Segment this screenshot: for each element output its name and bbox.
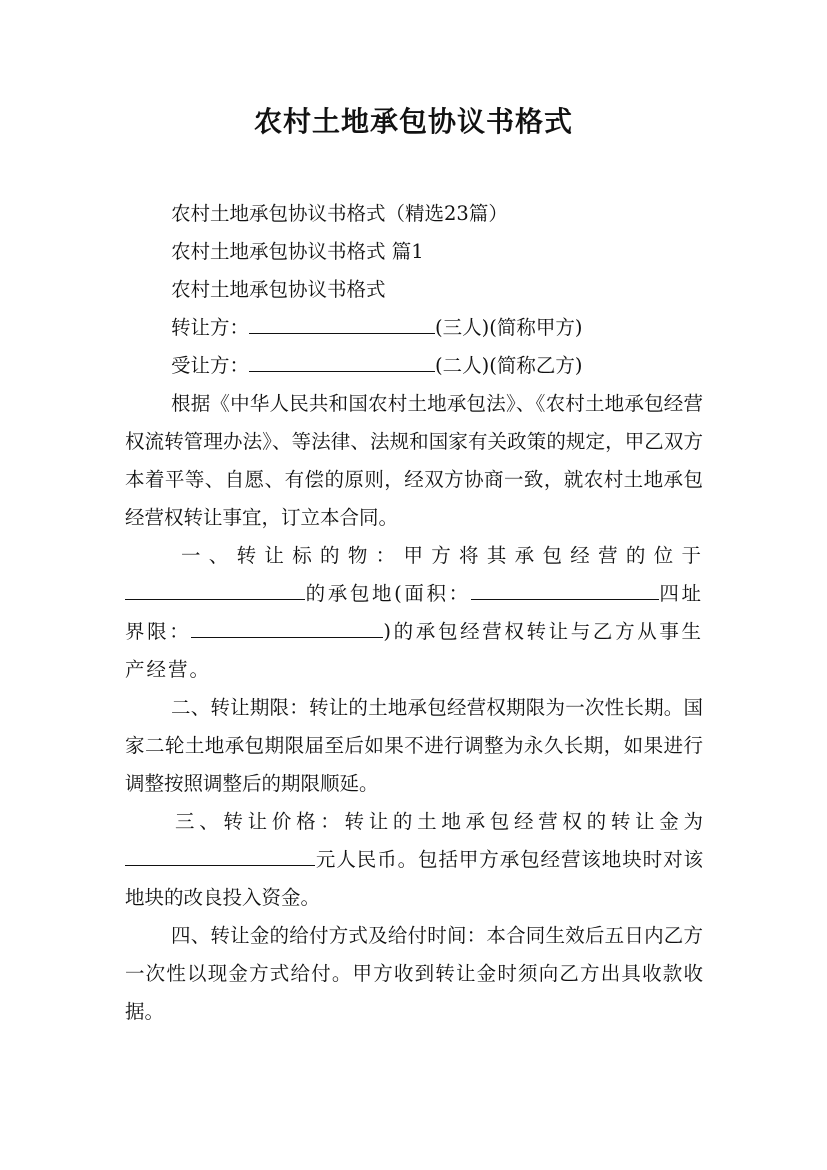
clause-4-paragraph: 四、转让金的给付方式及给付时间：本合同生效后五日内乙方一次性以现金方式给付。甲方收到转让金时须向乙方出具收款收据。 (125, 924, 703, 1023)
boundary-blank (191, 616, 383, 638)
document-subtitle: 农村土地承包协议书格式（精选23篇） (171, 202, 508, 225)
price-blank (125, 844, 315, 866)
party-a-blank (249, 312, 435, 334)
document-title: 农村土地承包协议书格式 (253, 105, 573, 138)
clause-2-paragraph: 二、转让期限：转让的土地承包经营权期限为一次性长期。国家二轮土地承包期限届至后如果不进行调整为永久长期，如果进行调整按照调整后的期限顺延。 (125, 696, 703, 795)
clause-1-text-b: 的承包地(面积： (305, 582, 471, 605)
party-b-line (125, 347, 703, 385)
clause-1-text-a: 一、转让标的物：甲方将其承包经营的位于 (181, 544, 703, 567)
preamble-paragraph: 根据《中华人民共和国农村土地承包法》、《农村土地承包经营权流转管理办法》、等法律、法规和国家有关政策的规定，甲乙双方本着平等、自愿、有偿的原则，经双方协商一致，就农村土地承包经营权转让事宜，订立本合同。 (125, 392, 703, 529)
clause-3-paragraph (125, 803, 703, 917)
party-b-suffix: (二人)(简称乙方) (435, 354, 583, 377)
section-heading: 农村土地承包协议书格式 (171, 278, 386, 301)
party-a-line (125, 309, 703, 347)
document-body (125, 195, 703, 1031)
chapter-heading: 农村土地承包协议书格式 篇1 (171, 240, 424, 263)
clause-1-paragraph (125, 537, 703, 689)
party-b-label: 受让方： (171, 354, 250, 377)
area-blank (471, 578, 659, 600)
clause-1-text-c: 四址界限： (125, 582, 703, 643)
clause-3-text-a: 三、转让价格：转让的土地承包经营权的转让金为 (175, 810, 703, 833)
clause-3-text-b: 元人民币。包括甲方承包经营该地块时对该地块的改良投入资金。 (125, 848, 703, 909)
party-a-label: 转让方： (171, 316, 250, 339)
party-b-blank (249, 350, 435, 372)
party-a-suffix: (三人)(简称甲方) (435, 316, 583, 339)
clause-1-text-d: )的承包经营权转让与乙方从事生产经营。 (125, 620, 703, 681)
location-blank (125, 578, 305, 600)
